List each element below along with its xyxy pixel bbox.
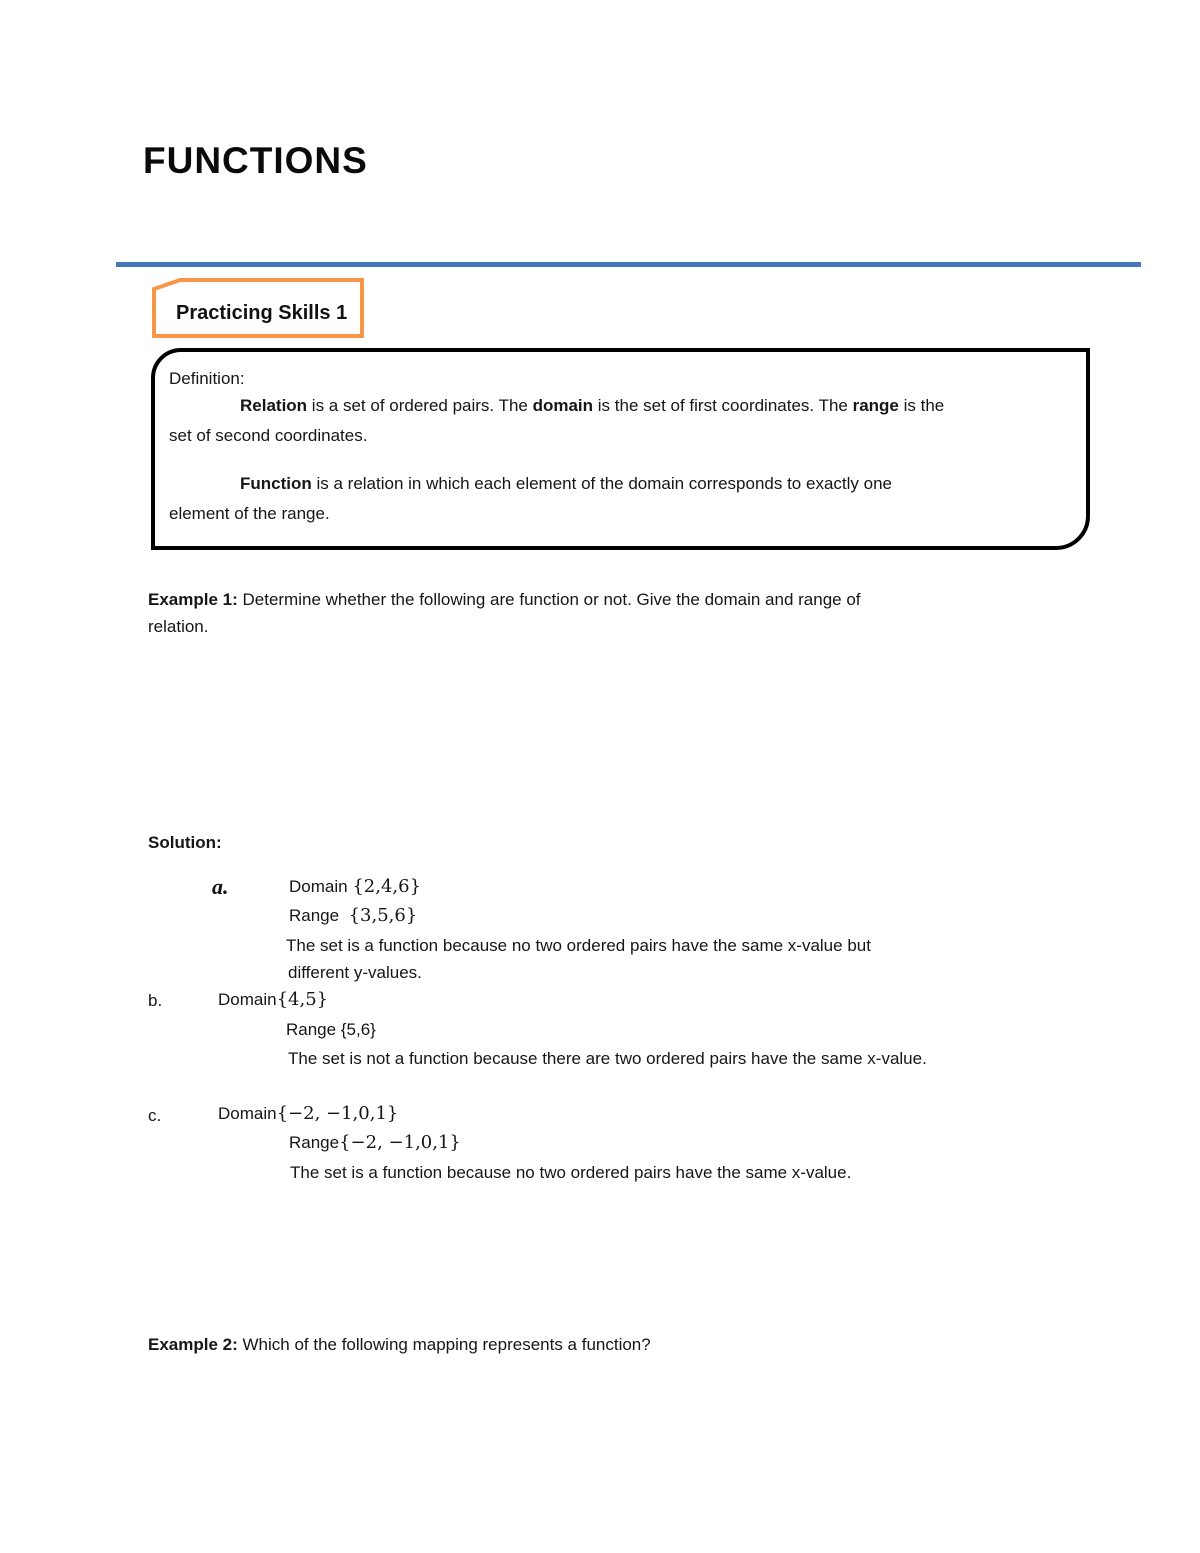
solution-heading: Solution: — [148, 833, 222, 852]
example2-prompt: Example 2: Which of the following mapping represents a function? — [148, 1335, 651, 1354]
example1-prompt-line2: relation. — [148, 617, 209, 636]
title-divider — [116, 262, 1141, 267]
item-c-range: Range{−2, −1,0,1} — [289, 1132, 461, 1153]
document-title: FUNCTIONS — [143, 140, 368, 181]
function-term: Function — [240, 474, 312, 493]
section-label: Practicing Skills 1 — [176, 302, 348, 324]
item-b-range: Range {5,6} — [286, 1020, 376, 1039]
function-definition: Function is a relation in which each element of the domain corresponds to exactly one — [240, 474, 892, 493]
section-label-notch — [150, 277, 198, 295]
item-b-marker: b. — [148, 991, 163, 1010]
item-c-marker: c. — [148, 1106, 162, 1125]
relation-definition: Relation is a set of ordered pairs. The domain is the set of first coordinates. The range is the — [240, 396, 945, 415]
item-a-explanation-line2: different y-values. — [288, 963, 422, 982]
item-a-domain: Domain {2,4,6} — [289, 876, 422, 897]
item-b-explanation: The set is not a function because there are two ordered pairs have the same x-value. — [288, 1049, 927, 1068]
example1-prompt: Example 1: Determine whether the following are function or not. Give the domain and range of — [148, 590, 861, 609]
function-definition-line2: element of the range. — [169, 504, 330, 523]
domain-term: domain — [532, 396, 594, 415]
item-a-range: Range {3,5,6} — [289, 905, 418, 926]
item-a-marker: a. — [212, 874, 229, 899]
definition-heading: Definition: — [169, 369, 245, 388]
item-a-explanation: The set is a function because no two ordered pairs have the same x-value but — [286, 936, 871, 955]
item-c-explanation: The set is a function because no two ordered pairs have the same x-value. — [290, 1163, 852, 1182]
range-term: range — [852, 396, 899, 415]
item-c-domain: Domain{−2, −1,0,1} — [218, 1103, 399, 1124]
relation-term: Relation — [240, 396, 308, 415]
item-b-domain: Domain{4,5} — [218, 989, 329, 1010]
relation-definition-line2: set of second coordinates. — [169, 426, 368, 445]
